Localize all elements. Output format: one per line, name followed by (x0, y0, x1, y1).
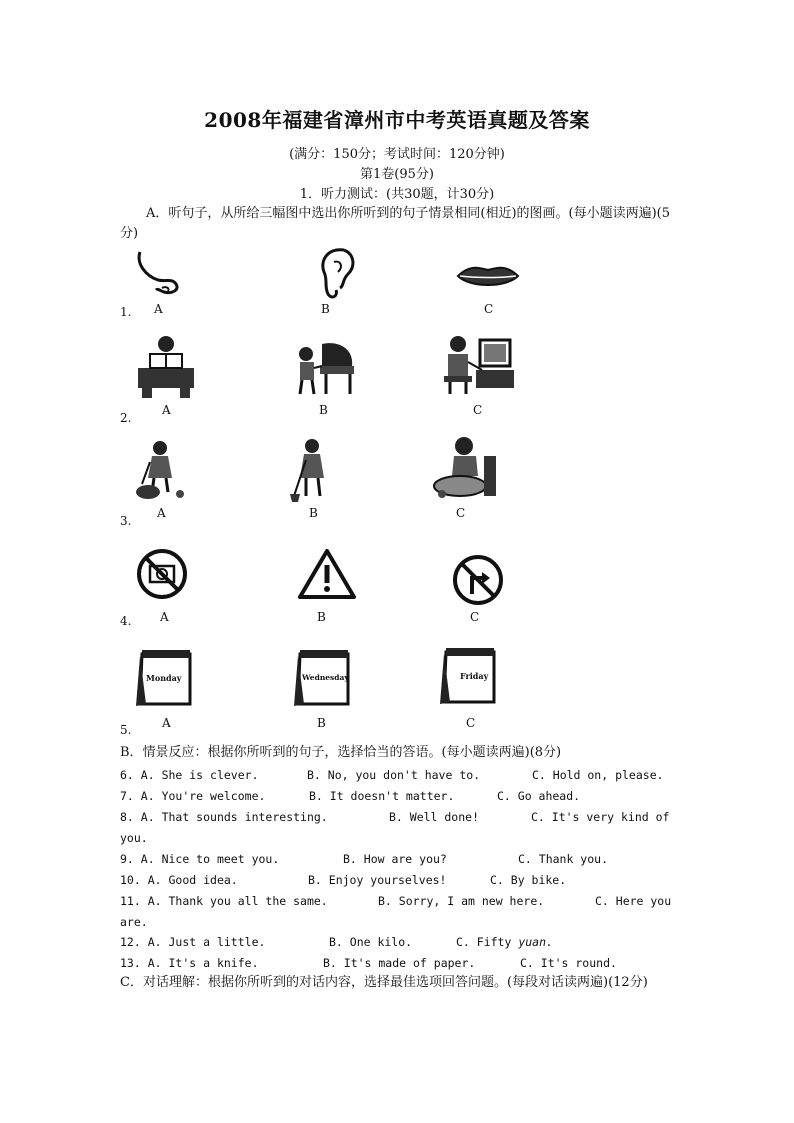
calendar-day-label: Friday (460, 671, 489, 681)
no-photo-sign (136, 548, 188, 600)
option-b: B. It doesn't matter. (309, 789, 455, 803)
option-label: C (470, 610, 480, 624)
option-label: C (466, 716, 476, 730)
reading-at-desk-picture (134, 332, 198, 400)
option-a: A. It's a knife. (147, 956, 259, 970)
option-label: B (317, 716, 326, 730)
question-13 (120, 953, 259, 974)
calendar-monday (136, 646, 194, 708)
option-a: A. Just a little. (147, 935, 266, 949)
option-label: A (162, 716, 171, 730)
option-label: C (484, 302, 494, 316)
girl-sweeping-picture (288, 436, 338, 504)
option-label: A (162, 403, 171, 417)
page-title: 2008年福建省漳州市中考英语真题及答案 (204, 108, 590, 132)
volume-heading: 第1卷(95分) (360, 167, 434, 182)
question-9 (120, 849, 279, 870)
option-b: B. Sorry, I am new here. (378, 894, 545, 908)
question-number: 11. (120, 894, 141, 908)
question-number: 4. (120, 614, 132, 628)
calendar-day-label: Wednesday (302, 673, 349, 682)
question-12 (120, 932, 265, 953)
ear-icon (314, 246, 358, 300)
option-a: A. Good idea. (147, 873, 238, 887)
option-a: A. She is clever. (140, 768, 259, 782)
question-number: 5. (120, 723, 132, 737)
calendar-day-label: Monday (146, 673, 182, 683)
question-10 (120, 870, 238, 891)
option-a: A. Nice to meet you. (140, 852, 280, 866)
no-right-turn-sign (452, 554, 504, 606)
option-b: B. One kilo. (329, 935, 413, 949)
option-c: C. Go ahead. (497, 789, 581, 803)
option-label: B (317, 610, 326, 624)
option-a: A. That sounds interesting. (140, 810, 328, 824)
option-c: C. It's round. (520, 956, 617, 970)
option-c-continued: are. (120, 915, 148, 929)
question-number: 9. (120, 852, 134, 866)
option-b: B. How are you? (343, 852, 447, 866)
playing-piano-picture (292, 336, 358, 398)
part-b-instruction: B．情景反应：根据你所听到的句子，选择恰当的答语。(每小题读两遍)(8分) (120, 745, 562, 760)
option-label: C (473, 403, 483, 417)
warning-sign (297, 548, 357, 600)
option-c: C. By bike. (490, 873, 567, 887)
section-heading: 1．听力测试：(共30题，计30分) (299, 187, 495, 202)
question-7 (120, 786, 265, 807)
option-c-italic: yuan. (518, 935, 553, 949)
question-number: 1. (120, 305, 132, 319)
option-a: A. You're welcome. (140, 789, 266, 803)
calendar-wednesday (294, 646, 352, 708)
option-b: B. Well done! (389, 810, 480, 824)
option-c: C. Here you (595, 894, 672, 908)
question-11 (120, 891, 328, 912)
question-number: 10. (120, 873, 141, 887)
option-c: C. Hold on, please. (532, 768, 664, 782)
question-8 (120, 807, 328, 828)
part-c-instruction: C．对话理解：根据你所听到的对话内容，选择最佳选项回答问题。(每段对话读两遍)(12分) (120, 975, 648, 990)
option-c (456, 932, 553, 953)
girl-cleaning-picture (130, 438, 190, 502)
option-label: A (157, 506, 166, 520)
question-number: 3. (120, 514, 132, 528)
question-number: 8. (120, 810, 134, 824)
option-c: C. Thank you. (518, 852, 609, 866)
option-c: C. It's very kind of (531, 810, 670, 824)
option-label: B (319, 403, 328, 417)
question-number: 2. (120, 411, 132, 425)
option-c-continued: you. (120, 831, 148, 845)
question-number: 12. (120, 935, 141, 949)
option-c-text: C. Fifty (456, 935, 512, 949)
option-b: B. Enjoy yourselves! (308, 873, 447, 887)
option-label: C (456, 506, 466, 520)
question-number: 7. (120, 789, 134, 803)
question-number: 13. (120, 956, 141, 970)
option-b: B. No, you don't have to. (307, 768, 481, 782)
nose-icon (132, 248, 190, 296)
part-a-instruction: A．听句子，从所给三幅图中选出你所听到的句子情景相同(相近)的图画。(每小题读两遍)(5分) (120, 206, 671, 241)
mouth-icon (456, 262, 520, 292)
using-computer-picture (440, 332, 516, 398)
calendar-friday (440, 644, 498, 706)
boy-washing-picture (426, 434, 502, 502)
option-label: A (154, 302, 163, 316)
exam-meta: (满分：150分；考试时间：120分钟) (289, 147, 505, 162)
option-label: B (321, 302, 330, 316)
question-number: 6. (120, 768, 134, 782)
option-a: A. Thank you all the same. (147, 894, 328, 908)
option-b: B. It's made of paper. (323, 956, 476, 970)
option-label: B (309, 506, 318, 520)
option-label: A (160, 610, 169, 624)
